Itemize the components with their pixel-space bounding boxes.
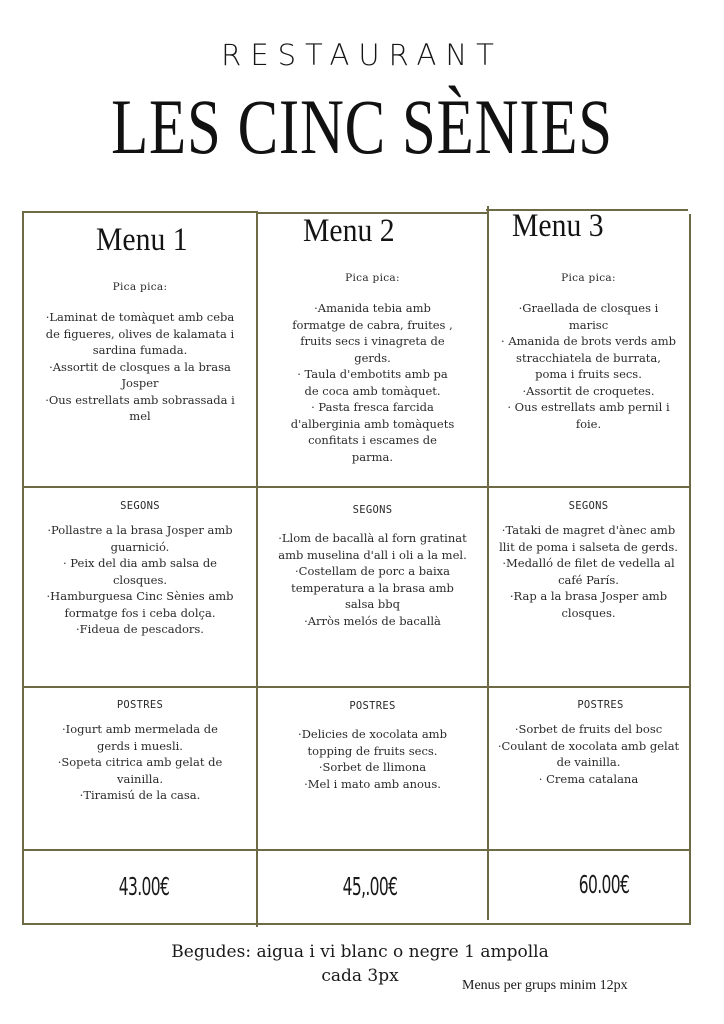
menu-3-price: 60.00€ [578, 870, 630, 899]
restaurant-name: LES CINC SÈNIES [111, 83, 613, 170]
menu-2-mains [258, 504, 487, 629]
mains-label: SEGONS [352, 504, 393, 516]
menu-3-title: Menu 3 [512, 208, 604, 244]
restaurant-eyebrow: RESTAURANT [221, 38, 503, 72]
starters-list: ·Laminat de tomàquet amb ceba de figueres, olives de kalamata i sardina fumada. ·Assortit de closques a la brasa Josper ·Ous estrellats amb sobrassada i mel [45, 310, 235, 423]
desserts-label: POSTRES [349, 700, 396, 712]
mains-list: ·Pollastre a la brasa Josper amb guarnició. · Peix del dia amb salsa de closques. ·Hamburguesa Cinc Sènies amb formatge fos i ceba dolça. ·Fideua de pescadors. [46, 523, 234, 636]
drinks-note: Begudes: aigua i vi blanc o negre 1 ampolla cada 3px [171, 942, 549, 986]
grid-line-right [689, 214, 691, 925]
starters-label: Pica pica: [112, 281, 168, 293]
starters-list: ·Graellada de closques i marisc · Amanida de brots verds amb stracchiatela de burrata, poma i fruits secs. ·Assortit de croquetes. · Ous estrellats amb pernil i foie. [501, 301, 676, 431]
grid-line-row-1 [22, 486, 690, 488]
menu-1-price: 43.00€ [118, 872, 170, 901]
starters-label: Pica pica: [561, 272, 616, 284]
mains-label: SEGONS [568, 500, 609, 512]
menu-2-price: 45,.00€ [342, 872, 398, 901]
grid-line-row-2 [22, 686, 690, 688]
menu-3-desserts [489, 699, 688, 787]
groups-note: Menus per grups minim 12px [462, 978, 628, 993]
menu-3-starters [489, 272, 688, 432]
mains-label: SEGONS [120, 500, 160, 512]
menu-2-title: Menu 2 [303, 213, 395, 249]
menu-1-mains [24, 500, 256, 638]
menu-3-mains [489, 500, 688, 621]
menu-1-title: Menu 1 [96, 222, 188, 258]
starters-label: Pica pica: [345, 272, 400, 284]
mains-list: ·Llom de bacallà al forn gratinat amb muselina d'all i oli a la mel. ·Costellam de porc a baixa temperatura a la brasa amb salsa bbq ·Arròs melós de bacallà [278, 531, 467, 628]
menu-1-starters [24, 281, 256, 425]
desserts-list: ·Sorbet de fruits del bosc ·Coulant de xocolata amb gelat de vainilla. · Crema catalana [497, 722, 680, 786]
mains-list: ·Tataki de magret d'ànec amb llit de poma i salseta de gerds. ·Medalló de filet de vedella al café París. ·Rap a la brasa Josper amb closques. [499, 523, 678, 620]
desserts-list: ·Iogurt amb mermelada de gerds i muesli. ·Sopeta citrica amb gelat de vainilla. ·Tiramisú de la casa. [57, 722, 223, 802]
grid-line-row-3 [22, 849, 690, 851]
grid-line-bottom [22, 923, 690, 925]
menu-1-desserts [24, 699, 256, 804]
starters-list: ·Amanida tebia amb formatge de cabra, fruites , fruits secs i vinagreta de gerds. · Taula d'embotits amb pa de coca amb tomàquet. · Pasta fresca farcida d'alberginia amb tomàquets confitats i escames de parma. [290, 301, 455, 464]
desserts-label: POSTRES [577, 699, 624, 711]
desserts-label: POSTRES [116, 699, 164, 711]
desserts-list: ·Delicies de xocolata amb topping de fruits secs. ·Sorbet de llimona ·Mel i mato amb anous. [298, 727, 447, 791]
menu-2-starters [258, 272, 487, 465]
grid-line-top-1 [22, 211, 257, 213]
menu-2-desserts [258, 700, 487, 792]
